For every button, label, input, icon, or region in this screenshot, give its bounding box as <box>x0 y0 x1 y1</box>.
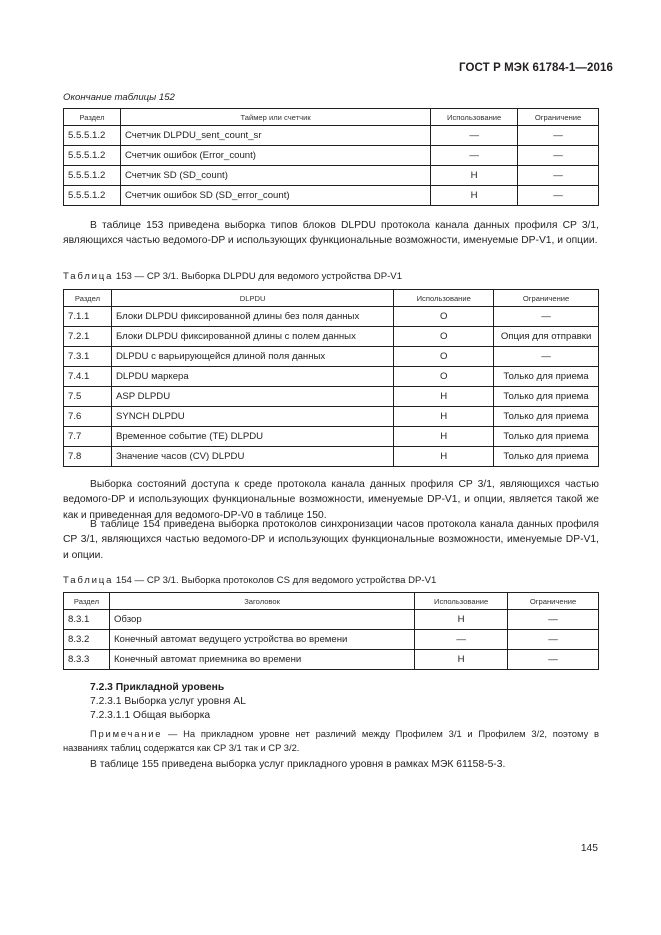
cell-name: Обзор <box>109 610 414 630</box>
cell-usage: Н <box>394 407 494 427</box>
cell-section: 7.2.1 <box>64 327 112 347</box>
table-152 <box>63 108 599 206</box>
cell-section: 7.5 <box>64 387 112 407</box>
cell-section: 5.5.5.1.2 <box>64 146 121 166</box>
cell-name: Счетчик ошибок (Error_count) <box>120 146 430 166</box>
table-row <box>64 650 599 670</box>
cell-restriction: Только для приема <box>494 447 599 467</box>
table-154-caption <box>63 575 436 586</box>
column-header: Таймер или счетчик <box>120 109 430 126</box>
cell-name: Счетчик ошибок SD (SD_error_count) <box>120 186 430 206</box>
table-row <box>64 166 599 186</box>
cell-restriction: — <box>518 126 599 146</box>
note-label: Примечание <box>90 728 163 739</box>
cell-restriction: Только для приема <box>494 427 599 447</box>
column-header: DLPDU <box>111 290 393 307</box>
cell-usage: О <box>394 347 494 367</box>
cell-restriction: Опция для отправки <box>494 327 599 347</box>
column-header: Использование <box>394 290 494 307</box>
paragraph-table-154-intro: В таблице 154 приведена выборка протоколов синхронизации часов протокола канала данных профиля CP 3/1, являющихся частью ведомого-DP и использующих функциональные возможности, именуемые DP-V1, и опции. <box>63 519 599 561</box>
cell-section: 7.3.1 <box>64 347 112 367</box>
section-heading: 7.2.3 Прикладной уровень <box>90 682 225 693</box>
note <box>63 727 599 754</box>
cell-usage: О <box>394 327 494 347</box>
cell-section: 5.5.5.1.2 <box>64 166 121 186</box>
table-row <box>64 610 599 630</box>
table-header-row <box>64 593 599 610</box>
table-row <box>64 307 599 327</box>
table-row <box>64 427 599 447</box>
table-row <box>64 367 599 387</box>
cell-restriction: — <box>494 307 599 327</box>
cell-usage: Н <box>394 447 494 467</box>
cell-section: 7.8 <box>64 447 112 467</box>
cell-usage: О <box>394 307 494 327</box>
caption-text: 153 — CP 3/1. Выборка DLPDU для ведомого устройства DP-V1 <box>113 271 403 282</box>
table-152-caption: Окончание таблицы 152 <box>63 92 175 103</box>
cell-section: 8.3.3 <box>64 650 110 670</box>
subsection-heading: 7.2.3.1 Выборка услуг уровня AL <box>90 696 246 707</box>
cell-restriction: — <box>518 186 599 206</box>
column-header: Использование <box>431 109 518 126</box>
page-number: 145 <box>580 843 598 854</box>
cell-restriction: — <box>518 146 599 166</box>
cell-restriction: — <box>508 630 599 650</box>
column-header: Ограничение <box>494 290 599 307</box>
cell-usage: — <box>415 630 508 650</box>
cell-name: DLPDU маркера <box>111 367 393 387</box>
column-header: Раздел <box>64 109 121 126</box>
cell-section: 5.5.5.1.2 <box>64 186 121 206</box>
table-154 <box>63 592 599 670</box>
paragraph-medium-access: Выборка состояний доступа к среде протокола канала данных профиля CP 3/1, являющихся частью ведомого-DP и использующих функциональные возможности, именуемые DP-V1, и опции, является такой же как и приведенная для ведомого-DP-V0 в таблице 150. <box>63 479 599 521</box>
cell-section: 8.3.2 <box>64 630 110 650</box>
cell-usage: Н <box>431 166 518 186</box>
cell-restriction: — <box>518 166 599 186</box>
table-row <box>64 327 599 347</box>
table-header-row <box>64 109 599 126</box>
document-header: ГОСТ Р МЭК 61784-1—2016 <box>459 62 613 74</box>
cell-name: Блоки DLPDU фиксированной длины без поля данных <box>111 307 393 327</box>
note-text: — На прикладном уровне нет различий между Профилем 3/1 и Профилем 3/2, поэтому в названиях таблиц содержатся как CP 3/1 так и CP 3/2. <box>63 728 599 753</box>
table-row <box>64 186 599 206</box>
cell-restriction: Только для приема <box>494 407 599 427</box>
cell-name: ASP DLPDU <box>111 387 393 407</box>
cell-name: Значение часов (CV) DLPDU <box>111 447 393 467</box>
paragraph-table-155-intro: В таблице 155 приведена выборка услуг прикладного уровня в рамках МЭК 61158-5-3. <box>90 759 506 770</box>
column-header: Ограничение <box>508 593 599 610</box>
cell-name: SYNCH DLPDU <box>111 407 393 427</box>
column-header: Заголовок <box>109 593 414 610</box>
cell-name: Счетчик SD (SD_count) <box>120 166 430 186</box>
column-header: Ограничение <box>518 109 599 126</box>
cell-section: 7.1.1 <box>64 307 112 327</box>
cell-name: Счетчик DLPDU_sent_count_sr <box>120 126 430 146</box>
cell-usage: О <box>394 367 494 387</box>
cell-section: 7.7 <box>64 427 112 447</box>
cell-section: 5.5.5.1.2 <box>64 126 121 146</box>
table-row <box>64 630 599 650</box>
cell-name: Конечный автомат ведущего устройства во времени <box>109 630 414 650</box>
paragraph-table-153-intro: В таблице 153 приведена выборка типов блоков DLPDU протокола канала данных профиля CP 3/1, являющихся частью ведомого-DP и использующих функциональные возможности, именуемые DP-V1, и опции. <box>63 220 599 247</box>
caption-label: Таблица <box>63 271 114 282</box>
cell-usage: Н <box>394 387 494 407</box>
cell-usage: Н <box>394 427 494 447</box>
cell-usage: — <box>431 126 518 146</box>
cell-usage: Н <box>431 186 518 206</box>
caption-text: 154 — CP 3/1. Выборка протоколов CS для ведомого устройства DP-V1 <box>113 575 437 586</box>
cell-restriction: — <box>494 347 599 367</box>
table-row <box>64 126 599 146</box>
table-row <box>64 447 599 467</box>
cell-section: 7.4.1 <box>64 367 112 387</box>
cell-restriction: — <box>508 610 599 630</box>
table-153-caption <box>63 271 402 282</box>
cell-restriction: — <box>508 650 599 670</box>
table-row <box>64 407 599 427</box>
cell-section: 8.3.1 <box>64 610 110 630</box>
cell-usage: Н <box>415 650 508 670</box>
cell-name: DLPDU с варьирующейся длиной поля данных <box>111 347 393 367</box>
table-row <box>64 387 599 407</box>
cell-restriction: Только для приема <box>494 367 599 387</box>
cell-usage: — <box>431 146 518 166</box>
column-header: Раздел <box>64 290 112 307</box>
subsubsection-heading: 7.2.3.1.1 Общая выборка <box>90 710 211 721</box>
caption-label: Таблица <box>63 575 114 586</box>
cell-section: 7.6 <box>64 407 112 427</box>
cell-restriction: Только для приема <box>494 387 599 407</box>
cell-usage: Н <box>415 610 508 630</box>
table-153 <box>63 289 599 467</box>
table-row <box>64 347 599 367</box>
table-header-row <box>64 290 599 307</box>
cell-name: Временное событие (TE) DLPDU <box>111 427 393 447</box>
cell-name: Конечный автомат приемника во времени <box>109 650 414 670</box>
cell-name: Блоки DLPDU фиксированной длины с полем данных <box>111 327 393 347</box>
column-header: Использование <box>415 593 508 610</box>
column-header: Раздел <box>64 593 110 610</box>
table-row <box>64 146 599 166</box>
